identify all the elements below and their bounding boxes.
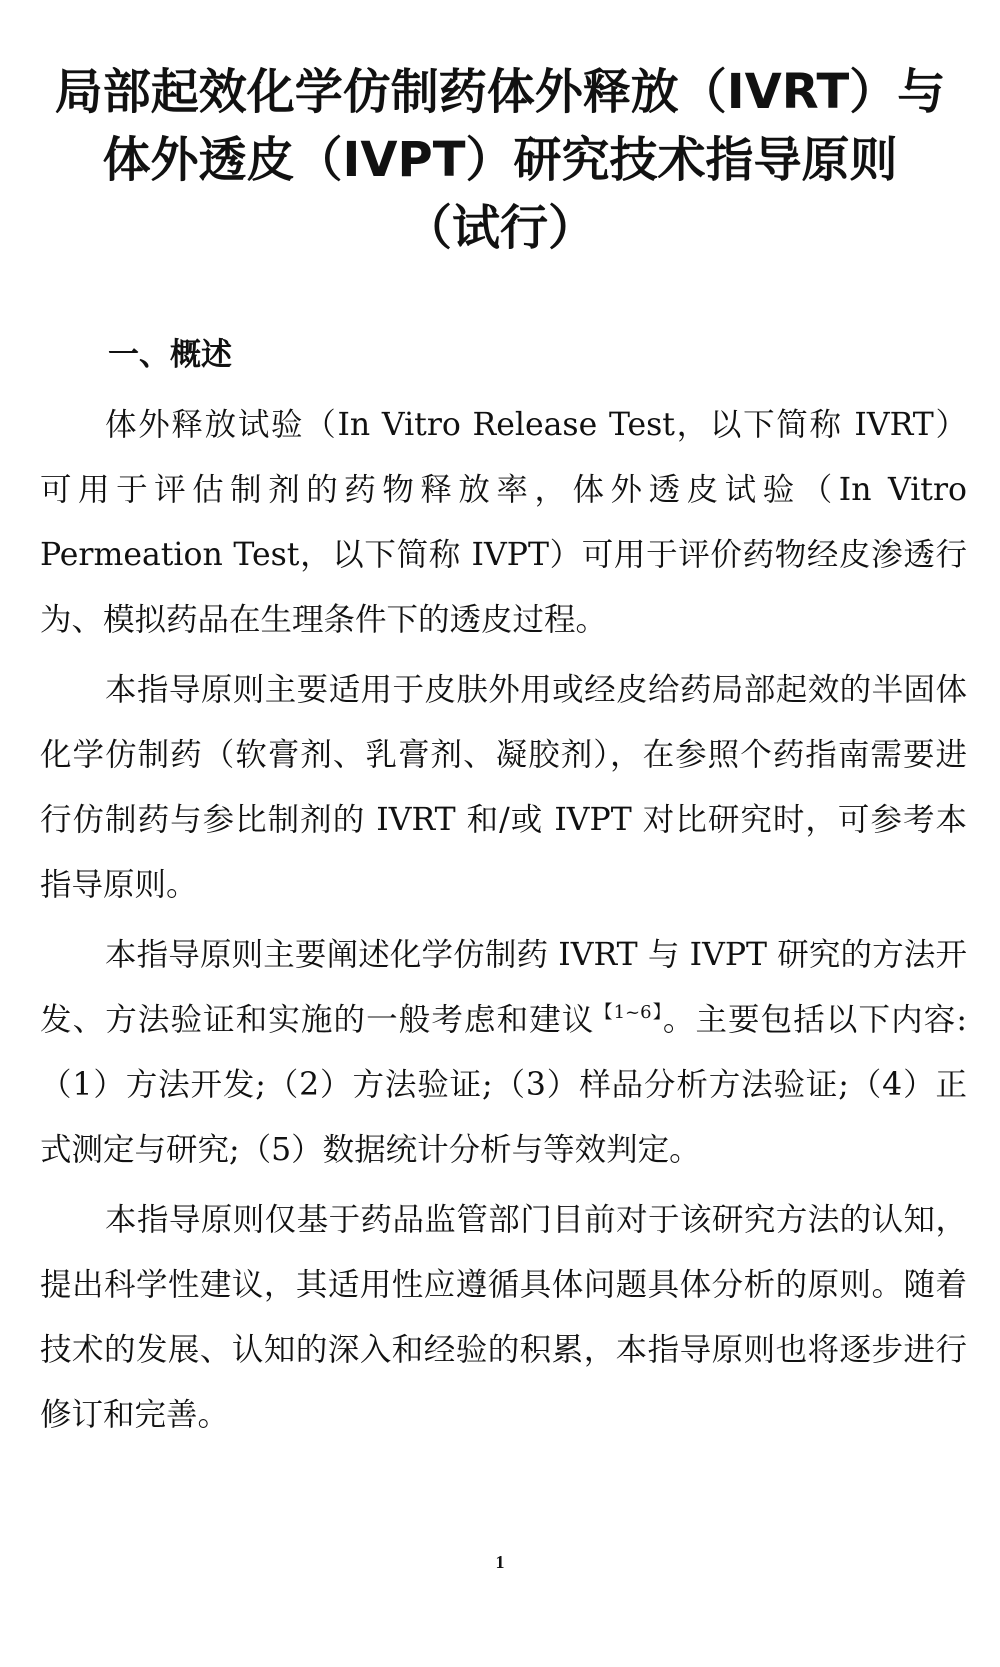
paragraph-2: 本指导原则主要适用于皮肤外用或经皮给药局部起效的半固体化学仿制药（软膏剂、乳膏剂、凝胶剂），在参照个药指南需要进行仿制药与参比制剂的 IVRT 和/或 IVPT 对比研究时，可参考本指导原则。 — [40, 672, 967, 903]
title-line-2: 体外透皮（IVPT）研究技术指导原则 — [102, 132, 898, 188]
title-line-3: （试行） — [403, 200, 596, 256]
reference-citation: 【1~6】 — [594, 1002, 663, 1023]
section-heading: 一、概述 — [108, 337, 232, 373]
paragraph-4: 本指导原则仅基于药品监管部门目前对于该研究方法的认知，提出科学性建议，其适用性应遵循具体问题具体分析的原则。随着技术的发展、认知的深入和经验的积累，本指导原则也将逐步进行修订和完善。 — [40, 1202, 967, 1433]
paragraph-3-text-after-ref: 。主要包括以下内容:（1）方法开发;（2）方法验证;（3）样品分析方法验证;（4）正式测定与研究;（5）数据统计分析与等效判定。 — [40, 1002, 967, 1168]
paragraph-1: 体外释放试验（In Vitro Release Test，以下简称 IVRT）可用于评估制剂的药物释放率，体外透皮试验（In Vitro Permeation Test，以下简称 IVPT）可用于评价药物经皮渗透行为、模拟药品在生理条件下的透皮过程。 — [40, 407, 967, 638]
page-number: 1 — [495, 1552, 505, 1572]
paragraph-3 — [40, 923, 967, 1183]
document-title — [20, 58, 980, 262]
paragraph-3-text-before-ref: 本指导原则主要阐述化学仿制药 IVRT 与 IVPT 研究的方法开发、方法验证和实施的一般考虑和建议 — [40, 937, 967, 1038]
document-body — [40, 393, 967, 1448]
title-line-1: 局部起效化学仿制药体外释放（IVRT）与 — [54, 64, 946, 120]
